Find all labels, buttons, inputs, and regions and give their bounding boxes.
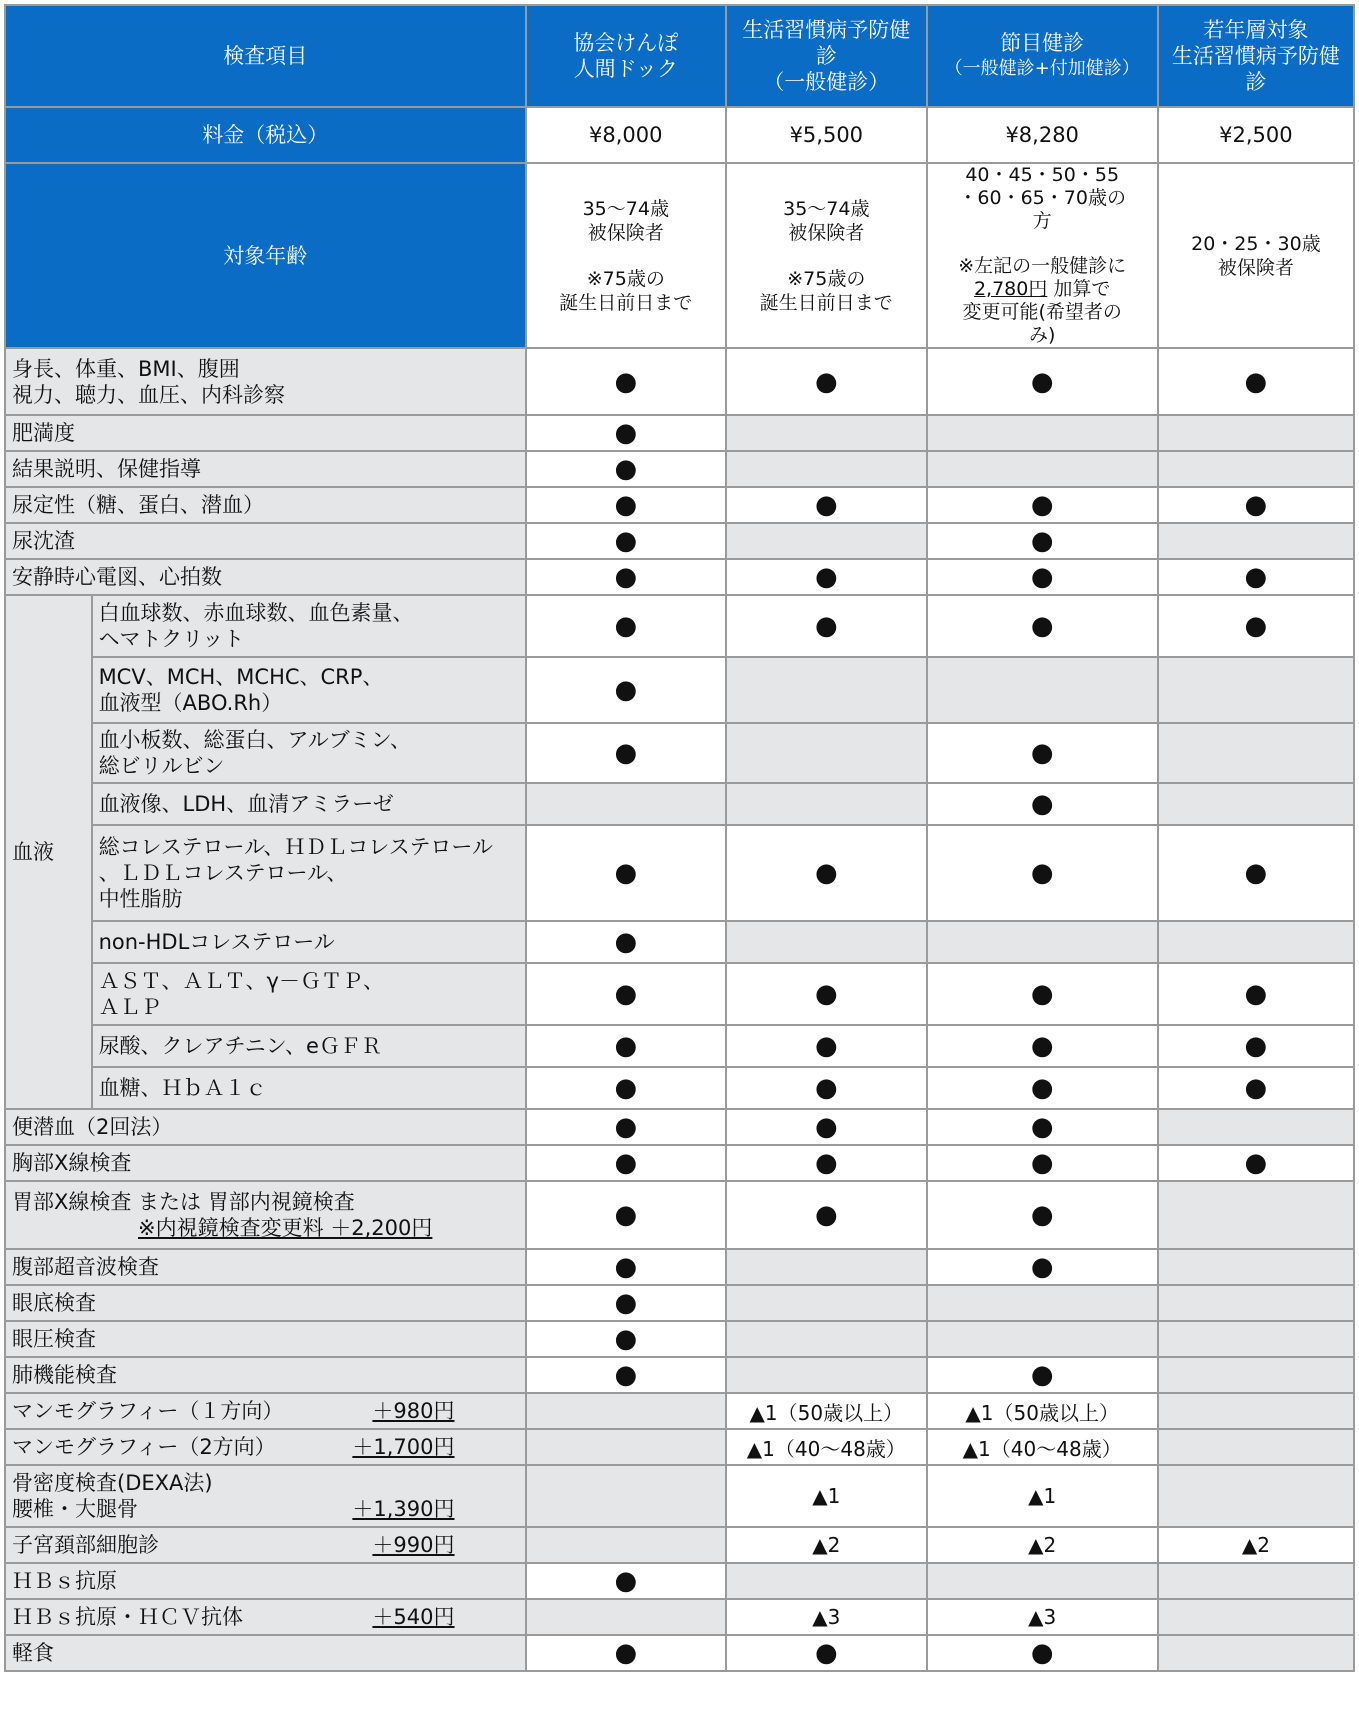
row-label-line: 白血球数、赤血球数、血色素量、 (98, 601, 414, 625)
row-label: 尿沈渣 (5, 523, 526, 559)
row-label (5, 1429, 526, 1465)
row-label-line: 胃部X線検査 または 胃部内視鏡検査 (12, 1190, 355, 1214)
table-row (5, 595, 1354, 657)
row-label (5, 1527, 526, 1563)
table-row (5, 415, 1354, 451)
table-row (5, 1527, 1354, 1563)
included-mark: ● (1244, 979, 1268, 1009)
row-label: 安静時心電図、心拍数 (5, 559, 526, 595)
table-row (5, 921, 1354, 963)
row-label: 眼底検査 (5, 1285, 526, 1321)
included-mark: ● (614, 858, 638, 888)
included-mark: ● (814, 1638, 838, 1668)
included-mark: ● (814, 562, 838, 592)
fee-plan-1: ¥8,000 (526, 107, 727, 163)
row-label-line: 総コレステロール、ＨＤＬコレステロール (98, 835, 493, 859)
row-label: 便潜血（2回法） (5, 1109, 526, 1145)
row-label-line: 血液型（ABO.Rh） (98, 691, 283, 715)
row-label (5, 1599, 526, 1635)
plan-1-line-2: 人間ドック (573, 57, 678, 81)
table-row (5, 348, 1354, 415)
header-plan-4 (1158, 5, 1354, 107)
row-label-line: ヘマトクリット (98, 627, 245, 651)
age-text: 20・25・30歳 (1191, 232, 1321, 255)
age-row (5, 163, 1354, 348)
included-mark: ● (614, 927, 638, 957)
age-text: 誕生日前日まで (759, 291, 893, 314)
fee-label: 料金（税込） (5, 107, 526, 163)
option-price: ＋1,390円 (352, 1497, 455, 1521)
row-label (5, 1465, 526, 1527)
table-row (5, 657, 1354, 723)
age-text: 加算で (1047, 278, 1111, 300)
table-row (5, 1285, 1354, 1321)
included-mark: ● (614, 366, 638, 397)
included-mark: ● (1030, 1031, 1054, 1061)
age-plan-1 (526, 163, 727, 348)
optional-mark: ▲1（50歳以上） (726, 1393, 927, 1429)
included-mark: ● (614, 1638, 638, 1668)
fee-row (5, 107, 1354, 163)
optional-mark: ▲2 (927, 1527, 1158, 1563)
age-text: 方 (1032, 210, 1052, 232)
table-row (5, 783, 1354, 825)
optional-mark: ▲3 (726, 1599, 927, 1635)
included-mark: ● (614, 562, 638, 592)
row-label (5, 1181, 526, 1249)
row-label-line: MCV、MCH、MCHC、CRP、 (98, 665, 384, 689)
optional-mark: ▲1（40〜48歳） (726, 1429, 927, 1465)
included-mark: ● (614, 454, 638, 484)
row-label-line: 視力、聴力、血圧、内科診察 (12, 382, 285, 407)
age-plan-4 (1158, 163, 1354, 348)
option-price: ＋990円 (372, 1533, 455, 1557)
row-label-line: 身長、体重、BMI、腹囲 (12, 356, 240, 381)
row-label (5, 1393, 526, 1429)
age-text: 35〜74歳 (783, 197, 870, 220)
included-mark: ● (614, 979, 638, 1009)
table-row (5, 723, 1354, 783)
plan-2-line-2: 診 (815, 44, 837, 68)
plan-2-line-1: 生活習慣病予防健 (742, 18, 911, 42)
included-mark: ● (814, 1031, 838, 1061)
included-mark: ● (1244, 562, 1268, 592)
row-label: ＨＢｓ抗原 (5, 1563, 526, 1599)
optional-mark: ▲1（50歳以上） (927, 1393, 1158, 1429)
row-label: 尿酸、クレアチニン、eＧＦＲ (92, 1025, 526, 1067)
table-row (5, 523, 1354, 559)
included-mark: ● (814, 1073, 838, 1103)
row-label-line: ＡＬＰ (98, 995, 162, 1019)
header-plan-1 (526, 5, 727, 107)
included-mark: ● (1030, 490, 1054, 520)
age-text: 変更可能(希望者の (962, 301, 1122, 323)
plan-4-line-3: 診 (1245, 70, 1267, 94)
table-row (5, 559, 1354, 595)
age-text: 35〜74歳 (582, 197, 669, 220)
age-text: ※75歳の (586, 267, 665, 290)
row-label-line: 血小板数、総蛋白、アルブミン、 (98, 728, 412, 752)
row-label: non-HDLコレステロール (92, 921, 526, 963)
option-price: ＋540円 (372, 1605, 455, 1629)
row-label-text: マンモグラフィー（2方向） (12, 1435, 276, 1459)
included-mark: ● (614, 490, 638, 520)
age-text: ※左記の一般健診に (958, 255, 1127, 277)
included-mark: ● (614, 1566, 638, 1596)
included-mark: ● (614, 526, 638, 556)
fee-plan-4: ¥2,500 (1158, 107, 1354, 163)
table-row (5, 963, 1354, 1025)
row-label-text: マンモグラフィー（１方向） (12, 1399, 284, 1423)
table-row (5, 1145, 1354, 1181)
row-label: 胸部X線検査 (5, 1145, 526, 1181)
row-label: 肥満度 (5, 415, 526, 451)
age-text: 誕生日前日まで (559, 291, 693, 314)
table-row (5, 1025, 1354, 1067)
table-row (5, 1429, 1354, 1465)
age-text: 被保険者 (1217, 256, 1294, 279)
row-label: 結果説明、保健指導 (5, 451, 526, 487)
row-label-line: 腰椎・大腿骨 (12, 1497, 138, 1521)
included-mark: ● (1030, 1252, 1054, 1282)
table-row (5, 825, 1354, 921)
included-mark: ● (614, 1148, 638, 1178)
age-plan-2 (726, 163, 927, 348)
exam-comparison-table (4, 4, 1355, 1672)
included-mark: ● (814, 1148, 838, 1178)
included-mark: ● (614, 1200, 638, 1230)
included-mark: ● (614, 1112, 638, 1142)
included-mark: ● (614, 738, 638, 768)
row-label: 肺機能検査 (5, 1357, 526, 1393)
table-row (5, 1181, 1354, 1249)
age-plan-3 (927, 163, 1158, 348)
age-text: ・60・65・70歳の (958, 187, 1126, 209)
header-item-label: 検査項目 (223, 44, 308, 68)
row-label (5, 348, 526, 415)
included-mark: ● (1030, 1112, 1054, 1142)
included-mark: ● (1030, 562, 1054, 592)
table-row (5, 1109, 1354, 1145)
included-mark: ● (1030, 858, 1054, 888)
table-row (5, 1249, 1354, 1285)
included-mark: ● (1030, 789, 1054, 819)
included-mark: ● (1244, 366, 1268, 397)
table-row (5, 1067, 1354, 1109)
table-row (5, 1635, 1354, 1671)
age-text (928, 278, 1157, 301)
header-item (5, 5, 526, 107)
blood-group-label: 血液 (5, 595, 92, 1109)
row-label: 尿定性（糖、蛋白、潜血） (5, 487, 526, 523)
table-row (5, 1357, 1354, 1393)
included-mark: ● (814, 490, 838, 520)
fee-plan-2: ¥5,500 (726, 107, 927, 163)
included-mark: ● (614, 1031, 638, 1061)
extra-fee: 2,780円 (973, 278, 1048, 300)
age-text: 被保険者 (587, 221, 664, 244)
included-mark: ● (814, 979, 838, 1009)
included-mark: ● (614, 1073, 638, 1103)
optional-mark: ▲1（40〜48歳） (927, 1429, 1158, 1465)
age-text: 被保険者 (788, 221, 865, 244)
row-label-text: 子宮頚部細胞診 (12, 1533, 159, 1557)
age-label: 対象年齢 (5, 163, 526, 348)
included-mark: ● (614, 1252, 638, 1282)
included-mark: ● (1244, 1031, 1268, 1061)
included-mark: ● (614, 611, 638, 641)
table-row (5, 1599, 1354, 1635)
row-label: 腹部超音波検査 (5, 1249, 526, 1285)
plan-4-line-1: 若年層対象 (1203, 18, 1309, 42)
table-row (5, 1563, 1354, 1599)
row-label: 眼圧検査 (5, 1321, 526, 1357)
row-label-text: ＨＢｓ抗原・ＨＣＶ抗体 (12, 1605, 243, 1629)
included-mark: ● (614, 418, 638, 448)
age-text: ※75歳の (787, 267, 866, 290)
header-plan-2 (726, 5, 927, 107)
included-mark: ● (614, 1324, 638, 1354)
plan-3-line-1: 節目健診 (1000, 31, 1085, 55)
row-label-line: 骨密度検査(DEXA法) (12, 1471, 213, 1495)
included-mark: ● (1030, 1360, 1054, 1390)
included-mark: ● (1030, 611, 1054, 641)
header-row (5, 5, 1354, 107)
table-row (5, 1465, 1354, 1527)
optional-mark: ▲1 (927, 1465, 1158, 1527)
included-mark: ● (1030, 1638, 1054, 1668)
included-mark: ● (1030, 366, 1054, 397)
included-mark: ● (1244, 611, 1268, 641)
included-mark: ● (1244, 490, 1268, 520)
row-label: 血液像、LDH、血清アミラーゼ (92, 783, 526, 825)
fee-plan-3: ¥8,280 (927, 107, 1158, 163)
table-row (5, 1321, 1354, 1357)
row-label (92, 657, 526, 723)
optional-mark: ▲2 (726, 1527, 927, 1563)
plan-2-line-3: （一般健診） (763, 70, 890, 94)
header-plan-3 (927, 5, 1158, 107)
age-text: み) (1028, 324, 1056, 346)
included-mark: ● (814, 1200, 838, 1230)
included-mark: ● (1030, 526, 1054, 556)
endoscopy-fee-note: ※内視鏡検査変更料 ＋2,200円 (138, 1216, 433, 1240)
row-label (92, 963, 526, 1025)
plan-1-line-1: 協会けんぽ (573, 31, 679, 55)
included-mark: ● (814, 611, 838, 641)
row-label-line: 中性脂肪 (98, 887, 183, 911)
option-price: ＋980円 (372, 1399, 455, 1423)
row-label: 血糖、ＨｂＡ１ｃ (92, 1067, 526, 1109)
included-mark: ● (614, 675, 638, 705)
row-label (92, 825, 526, 921)
included-mark: ● (1030, 979, 1054, 1009)
table-row (5, 487, 1354, 523)
optional-mark: ▲2 (1158, 1527, 1354, 1563)
included-mark: ● (814, 366, 838, 397)
row-label (92, 723, 526, 783)
row-label-line: 、ＬＤＬコレステロール、 (98, 861, 348, 885)
included-mark: ● (814, 858, 838, 888)
age-text: 40・45・50・55 (965, 164, 1120, 186)
included-mark: ● (1030, 1200, 1054, 1230)
table-row (5, 1393, 1354, 1429)
plan-4-line-2: 生活習慣病予防健 (1171, 44, 1340, 68)
row-label: 軽食 (5, 1635, 526, 1671)
row-label-line: 総ビリルビン (98, 754, 225, 778)
included-mark: ● (1030, 738, 1054, 768)
included-mark: ● (1244, 1148, 1268, 1178)
included-mark: ● (1244, 1073, 1268, 1103)
included-mark: ● (1030, 1148, 1054, 1178)
plan-3-line-2: （一般健診+付加健診） (944, 58, 1140, 79)
included-mark: ● (814, 1112, 838, 1142)
optional-mark: ▲3 (927, 1599, 1158, 1635)
row-label (92, 595, 526, 657)
included-mark: ● (614, 1288, 638, 1318)
table-row (5, 451, 1354, 487)
optional-mark: ▲1 (726, 1465, 927, 1527)
option-price: ＋1,700円 (352, 1435, 455, 1459)
included-mark: ● (1244, 858, 1268, 888)
row-label-line: ＡＳＴ、ＡＬＴ、γ－ＧＴＰ、 (98, 969, 384, 993)
included-mark: ● (1030, 1073, 1054, 1103)
included-mark: ● (614, 1360, 638, 1390)
